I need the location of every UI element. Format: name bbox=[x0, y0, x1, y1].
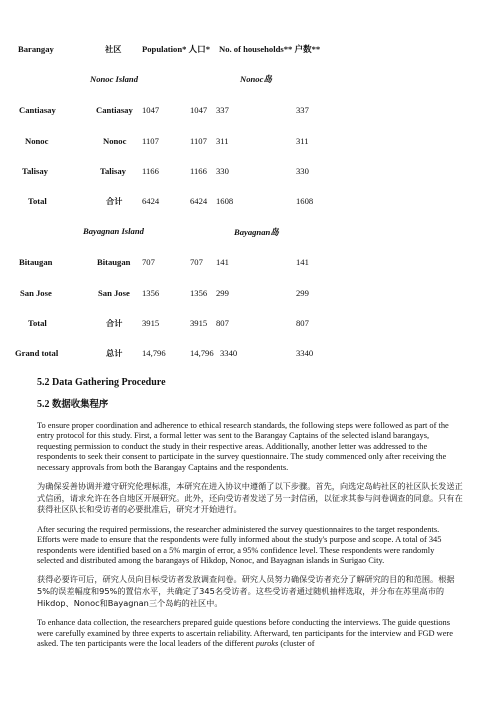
row-households-zh: 3340 bbox=[296, 348, 314, 358]
paragraph-interview-guide-tail: (cluster of bbox=[278, 639, 315, 649]
row-households: 141 bbox=[216, 257, 229, 267]
row-households: 330 bbox=[216, 166, 229, 176]
row-households-zh: 330 bbox=[296, 166, 309, 176]
section-number-zh: 5.2 bbox=[37, 399, 52, 410]
group-title-bayagnan: Bayagnan Island bbox=[83, 226, 144, 236]
row-households-zh: 807 bbox=[296, 318, 309, 328]
paragraph-interview-guide bbox=[37, 618, 463, 649]
group-title-nonoc: Nonoc Island bbox=[90, 74, 138, 84]
group-title-bayagnan-zh: Bayagnan岛 bbox=[234, 227, 279, 237]
row-households-zh: 141 bbox=[296, 257, 309, 267]
section-title-zh: 数据收集程序 bbox=[52, 399, 109, 410]
group-title-nonoc-zh: Nonoc岛 bbox=[240, 74, 272, 84]
row-population-zh: 1107 bbox=[190, 136, 207, 146]
paragraph-entry-protocol-zh: 为确保妥善协调并遵守研究伦理标准，本研究在进入协议中遵循了以下步骤。首先，向选定岛屿社区的社区队长发送正式信函，请求允许在各自地区开展研究。此外，还向受访者发送了另一封信函，以征求其参与问卷调查的同意。只有在获得社区队长和受访者的必要批准后，研究才开始进行。 bbox=[37, 481, 463, 515]
row-population: 1166 bbox=[142, 166, 159, 176]
row-population: 14,796 bbox=[142, 348, 166, 358]
row-population-zh: 1356 bbox=[190, 288, 208, 298]
row-barangay-zh: Talisay bbox=[100, 166, 126, 176]
row-households: 299 bbox=[216, 288, 229, 298]
row-barangay: Total bbox=[28, 318, 47, 328]
row-barangay-zh: 总计 bbox=[106, 348, 123, 358]
row-barangay-zh: Bitaugan bbox=[97, 257, 131, 267]
row-population: 6424 bbox=[142, 196, 160, 206]
row-population-zh: 1047 bbox=[190, 105, 208, 115]
row-barangay: Nonoc bbox=[25, 136, 49, 146]
row-population-zh: 3915 bbox=[190, 318, 208, 328]
row-population: 1356 bbox=[142, 288, 160, 298]
paragraph-entry-protocol: To ensure proper coordination and adherence to ethical research standards, the following steps were followed as part of the entry protocol for this study. First, a formal letter was sent to the Barangay Captains of the selected island barangays, requesting permission to conduct the study in their respective areas. Additionally, another letter was addressed to the respondents to seek their consent to participate in the survey questionnaire. The study commenced only after receiving the necessary approvals from both the Barangay Captains and the respondents. bbox=[37, 421, 449, 472]
row-barangay-zh: 合计 bbox=[106, 318, 123, 328]
row-households: 1608 bbox=[216, 196, 234, 206]
row-barangay: Grand total bbox=[15, 348, 59, 358]
header-barangay-zh: 社区 bbox=[105, 44, 122, 54]
row-barangay: Talisay bbox=[22, 166, 48, 176]
row-population-zh: 1166 bbox=[190, 166, 207, 176]
row-barangay: San Jose bbox=[20, 288, 52, 298]
row-barangay-zh: Cantiasay bbox=[96, 105, 133, 115]
paragraph-survey-administration: After securing the required permissions, the researcher administered the survey questionnaires to the target respondents. Efforts were made to ensure that the respondents were fully informed about the study's purpose and scope. A total of 345 respondents were identified based on a 5% margin of error, a 95% confidence level. These respondents were randomly selected and distributed among the barangays of Hikdop, Nonoc, and Bayagnan islands in Surigao City. bbox=[37, 524, 442, 566]
row-population-zh: 6424 bbox=[190, 196, 208, 206]
row-population: 707 bbox=[142, 257, 155, 267]
row-population: 3915 bbox=[142, 318, 160, 328]
section-heading-zh bbox=[37, 398, 463, 411]
row-households: 3340 bbox=[220, 348, 238, 358]
row-households-zh: 299 bbox=[296, 288, 309, 298]
puroks-term: puroks bbox=[255, 639, 279, 649]
header-barangay: Barangay bbox=[18, 44, 54, 54]
row-barangay: Total bbox=[28, 196, 47, 206]
header-population: Population* 人口* bbox=[142, 44, 211, 54]
paragraph-interview-guide-text: To enhance data collection, the researchers prepared guide questions before conducting the interviews. The guide questions were carefully examined by three experts to ascertain reliability. Afterward, ten participants for the interview and FGD were asked. The ten participants were the local leaders of the different bbox=[37, 618, 453, 649]
row-population-zh: 707 bbox=[190, 257, 203, 267]
row-households: 311 bbox=[216, 136, 229, 146]
header-households: No. of households** 户数** bbox=[219, 44, 321, 54]
row-households: 337 bbox=[216, 105, 229, 115]
row-barangay: Cantiasay bbox=[19, 105, 56, 115]
row-barangay-zh: San Jose bbox=[98, 288, 130, 298]
row-households-zh: 1608 bbox=[296, 196, 314, 206]
row-households: 807 bbox=[216, 318, 229, 328]
row-population: 1107 bbox=[142, 136, 159, 146]
document-body bbox=[37, 376, 463, 649]
row-barangay-zh: Nonoc bbox=[103, 136, 127, 146]
row-population-zh: 14,796 bbox=[190, 348, 214, 358]
paragraph-survey-administration-zh: 获得必要许可后，研究人员向目标受访者发放调查问卷。研究人员努力确保受访者充分了解研究的目的和范围。根据5%的误差幅度和95%的置信水平，共确定了345名受访者。这些受访者通过随机抽样选取，并分布在苏里高市的Hikdop、Nonoc和Bayagnan三个岛屿的社区中。 bbox=[37, 574, 455, 608]
row-households-zh: 311 bbox=[296, 136, 309, 146]
section-heading: 5.2 Data Gathering Procedure bbox=[37, 377, 166, 388]
row-households-zh: 337 bbox=[296, 105, 309, 115]
row-barangay: Bitaugan bbox=[19, 257, 53, 267]
row-population: 1047 bbox=[142, 105, 160, 115]
row-barangay-zh: 合计 bbox=[106, 196, 123, 206]
